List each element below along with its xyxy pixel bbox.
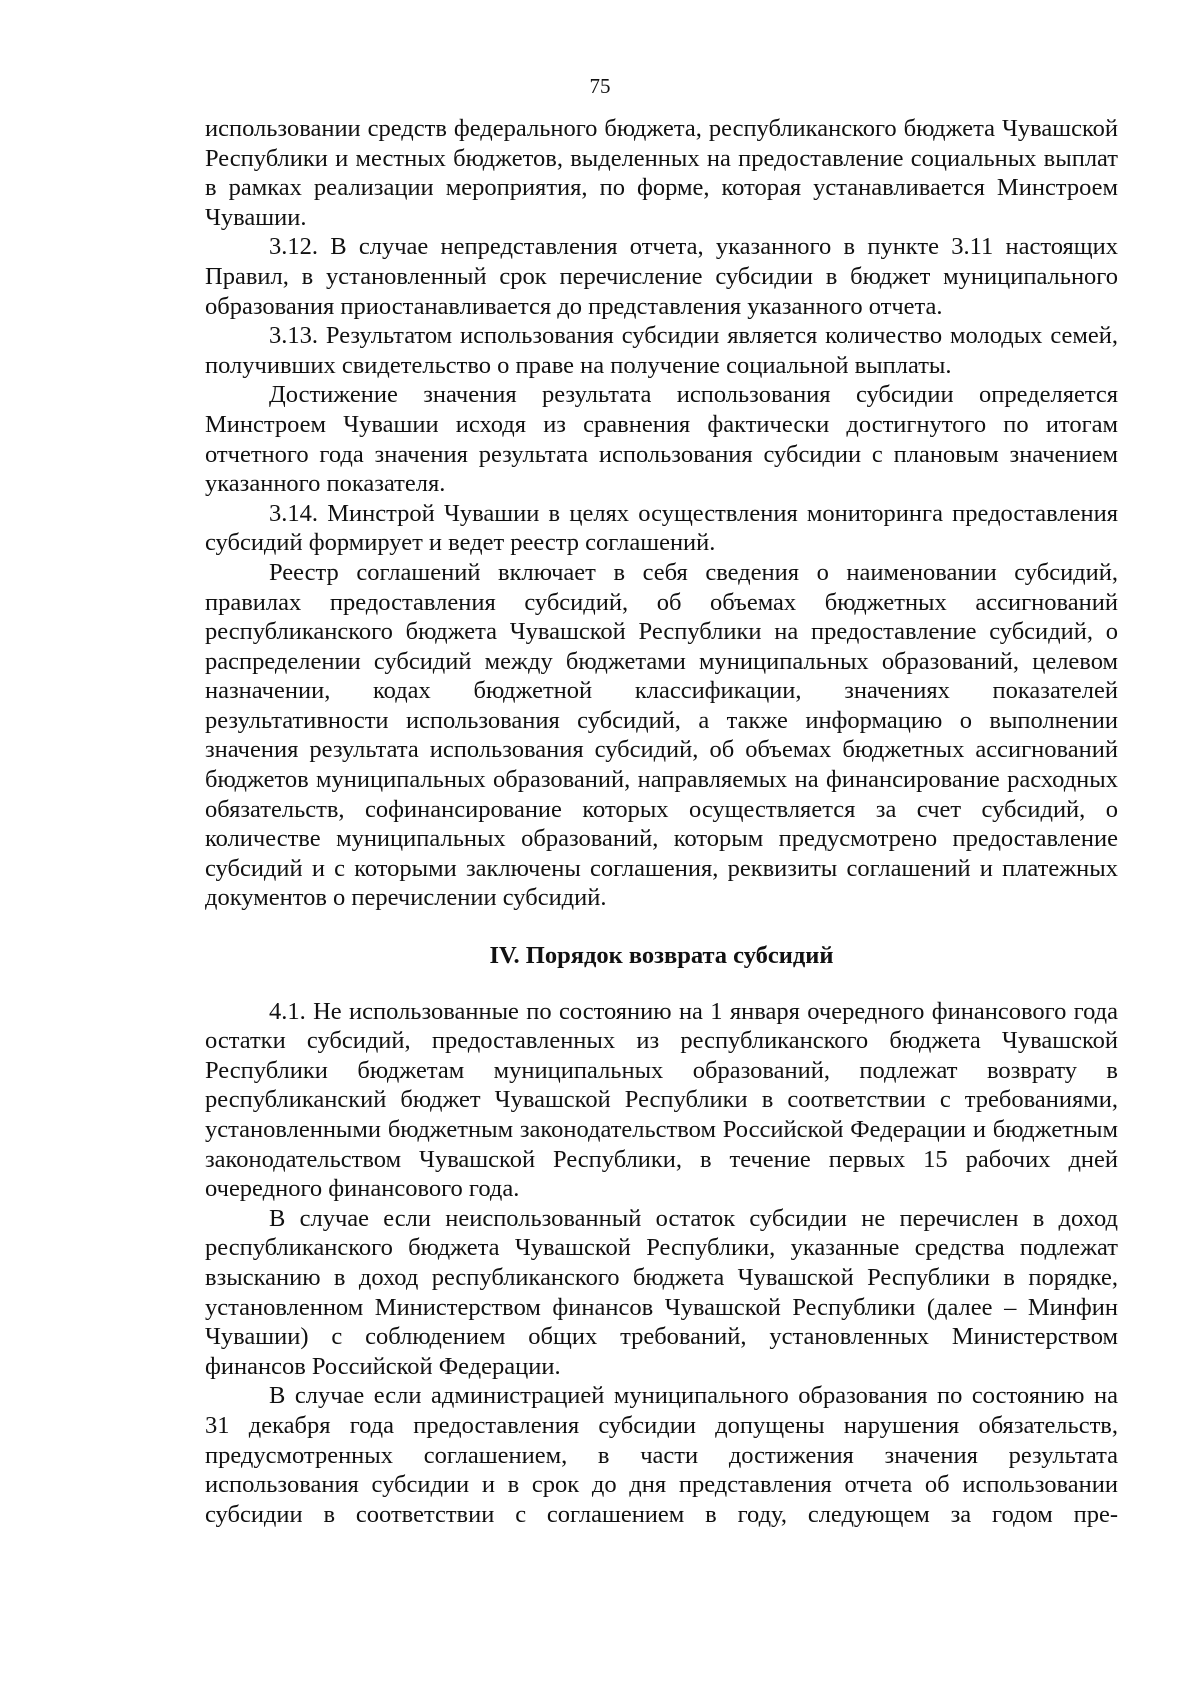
paragraph-recovery: В случае если неиспользованный остаток субсидии не перечислен в доход республиканского бюджета Чувашской Республики, указанные средства подлежат взысканию в доход республиканского бюджета Чувашской Республики в порядке, установленном Министерством финансов Чувашской Республики (далее – Минфин Чувашии) с соблюдением общих требований, установленных Министерством финансов Российской Федерации. bbox=[205, 1204, 1118, 1380]
paragraph-4-1: 4.1. Не использованные по состоянию на 1 января очередного финансового года остатки субсидий, предоставленных из республиканского бюджета Чувашской Республики бюджетам муниципальных образований, подлежат возврату в республиканский бюджет Чувашской Республики в соответствии с требованиями, установленными бюджетным законодательством Российской Федерации и бюджетным законодательством Чувашской Республики, в течение первых 15 рабочих дней очередного финансового года. bbox=[205, 997, 1118, 1203]
page-number: 75 bbox=[589, 74, 611, 98]
paragraph-violations: В случае если администрацией муниципального образования по состоянию на 31 декабря года предоставления субсидии допущены нарушения обязательств, предусмотренных соглашением, в части достижения значения результата использования субсидии и в срок до дня представления отчета об использовании субсидии в соответствии с соглашением в году, следующем за годом пре- bbox=[205, 1382, 1118, 1528]
paragraph-result-achievement: Достижение значения результата использования субсидии определяется Минстроем Чувашии исходя из сравнения фактически достигнутого по итогам отчетного года значения результата использования субсидии с плановым значением указанного показателя. bbox=[205, 381, 1118, 498]
paragraph-3-13: 3.13. Результатом использования субсидии является количество молодых семей, получивших свидетельство о праве на получение социальной выплаты. bbox=[205, 322, 1118, 379]
paragraph-3-14: 3.14. Минстрой Чувашии в целях осуществления мониторинга предоставления субсидий формирует и ведет реестр соглашений. bbox=[205, 499, 1118, 557]
paragraph-continuation: использовании средств федерального бюджета, республиканского бюджета Чувашской Республики и местных бюджетов, выделенных на предоставление социальных выплат в рамках реализации мероприятия, по форме, которая устанавливается Минстроем Чувашии. bbox=[205, 115, 1118, 231]
paragraph-registry: Реестр соглашений включает в себя сведения о наименовании субсидий, правилах предоставления субсидий, об объемах бюджетных ассигнований республиканского бюджета Чувашской Республики на предоставление субсидий, о распределении субсидий между бюджетами муниципальных образований, целевом назначении, кодах бюджетной классификации, значениях показателей результативности использования субсидий, а также информацию о выполнении значения результата использования субсидий, об объемах бюджетных ассигнований бюджетов муниципальных образований, направляемых на финансирование расходных обязательств, софинансирование которых осуществляется за счет субсидий, о количестве муниципальных образований, которым предусмотрено предоставление субсидий и с которыми заключены соглашения, реквизиты соглашений и платежных документов о перечислении субсидий. bbox=[205, 558, 1118, 912]
paragraph-3-12: 3.12. В случае непредставления отчета, указанного в пункте 3.11 настоящих Правил, в установленный срок перечисление субсидии в бюджет муниципального образования приостанавливается до представления указанного отчета. bbox=[205, 233, 1118, 320]
document-body bbox=[205, 114, 1118, 1529]
section-heading: IV. Порядок возврата субсидий bbox=[489, 942, 834, 970]
